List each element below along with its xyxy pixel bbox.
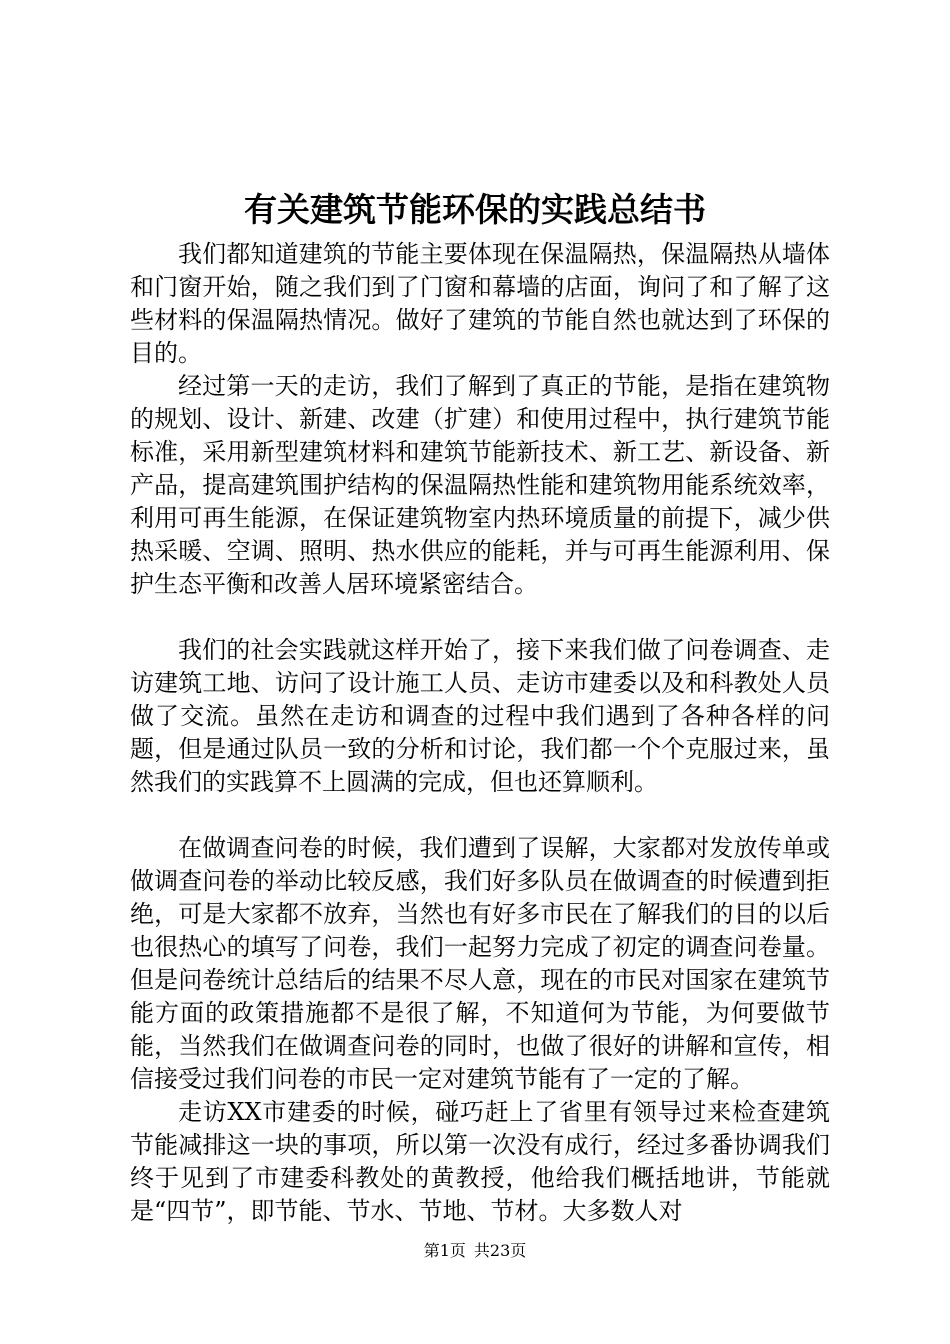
document-title: 有关建筑节能环保的实践总结书 — [244, 190, 706, 229]
paragraph-2: 经过第一天的走访，我们了解到了真正的节能，是指在建筑物的规划、设计、新建、改建（扩建）和使用过程中，执行建筑节能标准，采用新型建筑材料和建筑节能新技术、新工艺、新设备、新产品，提高建筑围护结构的保温隔热性能和建筑物用能系统效率，利用可再生能源，在保证建筑物室内热环境质量的前提下，减少供热采暖、空调、照明、热水供应的能耗，并与可再生能源利用、保护生态平衡和改善人居环境紧密结合。 — [130, 372, 830, 598]
paragraph-3: 我们的社会实践就这样开始了，接下来我们做了问卷调查、走访建筑工地、访问了设计施工人员、走访市建委以及和科教处人员做了交流。虽然在走访和调查的过程中我们遇到了各种各样的问题，但是通过队员一致的分析和讨论，我们都一个个克服过来，虽然我们的实践算不上圆满的完成，但也还算顺利。 — [130, 636, 830, 796]
page-number: 第1页 — [423, 1241, 466, 1260]
page-footer — [0, 1240, 950, 1262]
paragraph-5: 走访XX市建委的时候，碰巧赶上了省里有领导过来检查建筑节能减排这一块的事项，所以第一次没有成行，经过多番协调我们终于见到了市建委科教处的黄教授，他给我们概括地讲，节能就是“四节”，即节能、节水、节地、节材。大多数人对 — [130, 1098, 830, 1225]
page-total: 共23页 — [473, 1241, 527, 1260]
paragraph-1: 我们都知道建筑的节能主要体现在保温隔热，保温隔热从墙体和门窗开始，随之我们到了门窗和幕墙的店面，询问了和了解了这些材料的保温隔热情况。做好了建筑的节能自然也就达到了环保的目的。 — [130, 240, 830, 367]
paragraph-4: 在做调查问卷的时候，我们遭到了误解，大家都对发放传单或做调查问卷的举动比较反感，我们好多队员在做调查的时候遭到拒绝，可是大家都不放弃，当然也有好多市民在了解我们的目的以后也很热心的填写了问卷，我们一起努力完成了初定的调查问卷量。但是问卷统计总结后的结果不尽人意，现在的市民对国家在建筑节能方面的政策措施都不是很了解，不知道何为节能，为何要做节能，当然我们在做调查问卷的同时，也做了很好的讲解和宣传，相信接受过我们问卷的市民一定对建筑节能有了一定的了解。 — [130, 834, 830, 1093]
document-body — [130, 238, 830, 1228]
